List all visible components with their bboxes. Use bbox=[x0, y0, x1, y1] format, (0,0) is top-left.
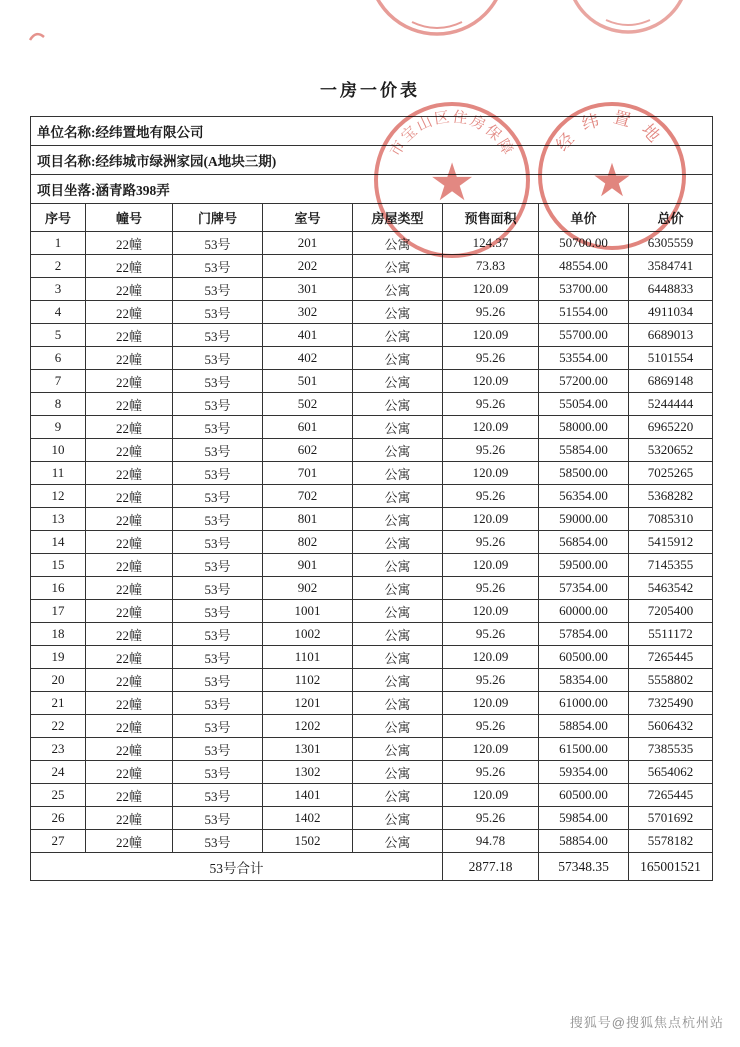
table-cell: 6869148 bbox=[629, 370, 713, 393]
table-cell: 57354.00 bbox=[539, 577, 629, 600]
table-cell: 公寓 bbox=[353, 324, 443, 347]
page-title: 一房一价表 bbox=[320, 81, 420, 100]
table-cell: 1202 bbox=[263, 715, 353, 738]
table-cell: 公寓 bbox=[353, 807, 443, 830]
table-cell: 公寓 bbox=[353, 554, 443, 577]
company-seal-text: 经纬置地 bbox=[552, 107, 672, 156]
project-location: 项目坐落:涵青路398弄 bbox=[31, 175, 713, 204]
table-cell: 95.26 bbox=[443, 623, 539, 646]
table-cell: 公寓 bbox=[353, 784, 443, 807]
table-cell: 120.09 bbox=[443, 324, 539, 347]
table-cell: 公寓 bbox=[353, 623, 443, 646]
table-cell: 22幢 bbox=[86, 715, 173, 738]
authority-seal-star-icon: ★ bbox=[428, 153, 476, 213]
table-cell: 22幢 bbox=[86, 278, 173, 301]
column-header: 总价 bbox=[629, 204, 713, 232]
table-row bbox=[31, 669, 713, 692]
table-cell: 53号 bbox=[173, 715, 263, 738]
table-cell: 53号 bbox=[173, 393, 263, 416]
table-cell: 26 bbox=[31, 807, 86, 830]
table-cell: 58000.00 bbox=[539, 416, 629, 439]
table-cell: 5368282 bbox=[629, 485, 713, 508]
table-cell: 22幢 bbox=[86, 255, 173, 278]
table-cell: 22幢 bbox=[86, 830, 173, 853]
table-cell: 6305559 bbox=[629, 232, 713, 255]
table-cell: 120.09 bbox=[443, 784, 539, 807]
table-cell: 8 bbox=[31, 393, 86, 416]
table-cell: 801 bbox=[263, 508, 353, 531]
price-table bbox=[30, 116, 713, 881]
table-cell: 7265445 bbox=[629, 646, 713, 669]
watermark: 搜狐号@搜狐焦点杭州站 bbox=[569, 1015, 724, 1030]
authority-seal-text: 市宝山区住房保障 bbox=[385, 107, 519, 160]
table-cell: 53号 bbox=[173, 738, 263, 761]
table-row bbox=[31, 370, 713, 393]
table-row bbox=[31, 784, 713, 807]
table-cell: 1201 bbox=[263, 692, 353, 715]
table-cell: 15 bbox=[31, 554, 86, 577]
table-row bbox=[31, 416, 713, 439]
table-cell: 5463542 bbox=[629, 577, 713, 600]
table-cell: 124.37 bbox=[443, 232, 539, 255]
table-cell: 120.09 bbox=[443, 646, 539, 669]
project-location-row bbox=[31, 175, 713, 204]
table-row bbox=[31, 531, 713, 554]
table-cell: 95.26 bbox=[443, 669, 539, 692]
table-cell: 1002 bbox=[263, 623, 353, 646]
table-cell: 302 bbox=[263, 301, 353, 324]
table-cell: 22幢 bbox=[86, 554, 173, 577]
table-cell: 53号 bbox=[173, 416, 263, 439]
table-row bbox=[31, 738, 713, 761]
table-cell: 4911034 bbox=[629, 301, 713, 324]
project-name: 项目名称:经纬城市绿洲家园(A地块三期) bbox=[31, 146, 713, 175]
table-cell: 53号 bbox=[173, 485, 263, 508]
column-header: 预售面积 bbox=[443, 204, 539, 232]
summary-total-price: 165001521 bbox=[629, 853, 713, 881]
table-cell: 7265445 bbox=[629, 784, 713, 807]
table-cell: 53号 bbox=[173, 232, 263, 255]
table-row bbox=[31, 508, 713, 531]
table-cell: 53号 bbox=[173, 807, 263, 830]
unit-name-row bbox=[31, 117, 713, 146]
table-cell: 53号 bbox=[173, 830, 263, 853]
table-cell: 5101554 bbox=[629, 347, 713, 370]
table-cell: 53号 bbox=[173, 531, 263, 554]
table-row bbox=[31, 554, 713, 577]
table-cell: 6689013 bbox=[629, 324, 713, 347]
table-cell: 5 bbox=[31, 324, 86, 347]
table-cell: 公寓 bbox=[353, 738, 443, 761]
table-cell: 22幢 bbox=[86, 531, 173, 554]
table-cell: 701 bbox=[263, 462, 353, 485]
table-cell: 22幢 bbox=[86, 738, 173, 761]
table-cell: 6965220 bbox=[629, 416, 713, 439]
table-cell: 1001 bbox=[263, 600, 353, 623]
table-row bbox=[31, 393, 713, 416]
table-cell: 73.83 bbox=[443, 255, 539, 278]
column-header: 序号 bbox=[31, 204, 86, 232]
table-cell: 120.09 bbox=[443, 600, 539, 623]
table-cell: 13 bbox=[31, 508, 86, 531]
table-cell: 120.09 bbox=[443, 508, 539, 531]
table-row bbox=[31, 347, 713, 370]
table-cell: 53号 bbox=[173, 347, 263, 370]
table-cell: 22幢 bbox=[86, 485, 173, 508]
table-cell: 1401 bbox=[263, 784, 353, 807]
table-cell: 1101 bbox=[263, 646, 353, 669]
table-cell: 16 bbox=[31, 577, 86, 600]
table-cell: 201 bbox=[263, 232, 353, 255]
company-seal-star-icon: ★ bbox=[591, 153, 633, 207]
table-cell: 1402 bbox=[263, 807, 353, 830]
table-cell: 6 bbox=[31, 347, 86, 370]
table-cell: 18 bbox=[31, 623, 86, 646]
table-cell: 7 bbox=[31, 370, 86, 393]
table-cell: 9 bbox=[31, 416, 86, 439]
table-cell: 公寓 bbox=[353, 278, 443, 301]
table-cell: 56354.00 bbox=[539, 485, 629, 508]
table-cell: 57854.00 bbox=[539, 623, 629, 646]
table-row bbox=[31, 577, 713, 600]
table-cell: 202 bbox=[263, 255, 353, 278]
table-cell: 22幢 bbox=[86, 301, 173, 324]
table-cell: 95.26 bbox=[443, 485, 539, 508]
summary-row bbox=[31, 853, 713, 881]
table-cell: 22幢 bbox=[86, 393, 173, 416]
table-cell: 3584741 bbox=[629, 255, 713, 278]
table-cell: 公寓 bbox=[353, 761, 443, 784]
table-cell: 57200.00 bbox=[539, 370, 629, 393]
summary-label: 53号合计 bbox=[31, 853, 443, 881]
table-cell: 59500.00 bbox=[539, 554, 629, 577]
table-row bbox=[31, 324, 713, 347]
table-row bbox=[31, 462, 713, 485]
table-cell: 53号 bbox=[173, 761, 263, 784]
table-cell: 22幢 bbox=[86, 347, 173, 370]
table-cell: 53号 bbox=[173, 669, 263, 692]
table-cell: 3 bbox=[31, 278, 86, 301]
table-cell: 7205400 bbox=[629, 600, 713, 623]
table-cell: 60000.00 bbox=[539, 600, 629, 623]
table-cell: 公寓 bbox=[353, 600, 443, 623]
table-cell: 95.26 bbox=[443, 347, 539, 370]
table-cell: 53号 bbox=[173, 784, 263, 807]
table-cell: 53700.00 bbox=[539, 278, 629, 301]
table-cell: 22幢 bbox=[86, 646, 173, 669]
table-cell: 53号 bbox=[173, 462, 263, 485]
table-cell: 53号 bbox=[173, 600, 263, 623]
table-cell: 53号 bbox=[173, 577, 263, 600]
table-cell: 公寓 bbox=[353, 347, 443, 370]
table-cell: 95.26 bbox=[443, 393, 539, 416]
table-row bbox=[31, 715, 713, 738]
table-cell: 602 bbox=[263, 439, 353, 462]
table-cell: 5558802 bbox=[629, 669, 713, 692]
table-cell: 22幢 bbox=[86, 416, 173, 439]
table-cell: 22幢 bbox=[86, 577, 173, 600]
table-cell: 4 bbox=[31, 301, 86, 324]
column-header: 单价 bbox=[539, 204, 629, 232]
table-cell: 22幢 bbox=[86, 462, 173, 485]
table-cell: 5244444 bbox=[629, 393, 713, 416]
table-cell: 401 bbox=[263, 324, 353, 347]
table-cell: 22幢 bbox=[86, 324, 173, 347]
table-cell: 公寓 bbox=[353, 692, 443, 715]
table-cell: 5654062 bbox=[629, 761, 713, 784]
table-cell: 公寓 bbox=[353, 715, 443, 738]
table-cell: 6448833 bbox=[629, 278, 713, 301]
table-cell: 120.09 bbox=[443, 462, 539, 485]
table-cell: 802 bbox=[263, 531, 353, 554]
table-cell: 1301 bbox=[263, 738, 353, 761]
table-cell: 120.09 bbox=[443, 370, 539, 393]
table-cell: 55054.00 bbox=[539, 393, 629, 416]
table-cell: 公寓 bbox=[353, 393, 443, 416]
table-row bbox=[31, 623, 713, 646]
table-cell: 22幢 bbox=[86, 508, 173, 531]
table-cell: 公寓 bbox=[353, 439, 443, 462]
table-cell: 22 bbox=[31, 715, 86, 738]
table-cell: 5606432 bbox=[629, 715, 713, 738]
table-cell: 27 bbox=[31, 830, 86, 853]
table-cell: 59354.00 bbox=[539, 761, 629, 784]
table-row bbox=[31, 301, 713, 324]
table-cell: 1102 bbox=[263, 669, 353, 692]
table-cell: 公寓 bbox=[353, 669, 443, 692]
table-cell: 5415912 bbox=[629, 531, 713, 554]
table-cell: 53号 bbox=[173, 623, 263, 646]
table-cell: 901 bbox=[263, 554, 353, 577]
table-cell: 59854.00 bbox=[539, 807, 629, 830]
table-cell: 公寓 bbox=[353, 646, 443, 669]
table-cell: 53号 bbox=[173, 692, 263, 715]
table-cell: 12 bbox=[31, 485, 86, 508]
table-cell: 53号 bbox=[173, 646, 263, 669]
table-cell: 58354.00 bbox=[539, 669, 629, 692]
summary-unit-price: 57348.35 bbox=[539, 853, 629, 881]
table-cell: 61500.00 bbox=[539, 738, 629, 761]
table-row bbox=[31, 485, 713, 508]
table-cell: 51554.00 bbox=[539, 301, 629, 324]
table-row bbox=[31, 761, 713, 784]
column-header: 室号 bbox=[263, 204, 353, 232]
table-cell: 公寓 bbox=[353, 830, 443, 853]
table-cell: 公寓 bbox=[353, 232, 443, 255]
table-cell: 1502 bbox=[263, 830, 353, 853]
table-cell: 7385535 bbox=[629, 738, 713, 761]
table-cell: 48554.00 bbox=[539, 255, 629, 278]
table-row bbox=[31, 692, 713, 715]
table-row bbox=[31, 439, 713, 462]
table-row bbox=[31, 646, 713, 669]
table-cell: 95.26 bbox=[443, 807, 539, 830]
table-row bbox=[31, 830, 713, 853]
table-cell: 7025265 bbox=[629, 462, 713, 485]
table-cell: 2 bbox=[31, 255, 86, 278]
table-cell: 61000.00 bbox=[539, 692, 629, 715]
table-cell: 公寓 bbox=[353, 485, 443, 508]
price-table-body bbox=[31, 117, 713, 881]
table-cell: 53号 bbox=[173, 370, 263, 393]
table-cell: 53号 bbox=[173, 439, 263, 462]
table-cell: 58854.00 bbox=[539, 830, 629, 853]
summary-area: 2877.18 bbox=[443, 853, 539, 881]
table-cell: 55700.00 bbox=[539, 324, 629, 347]
table-cell: 17 bbox=[31, 600, 86, 623]
table-cell: 53号 bbox=[173, 278, 263, 301]
table-cell: 5320652 bbox=[629, 439, 713, 462]
table-cell: 95.26 bbox=[443, 531, 539, 554]
table-cell: 902 bbox=[263, 577, 353, 600]
table-cell: 402 bbox=[263, 347, 353, 370]
table-cell: 5578182 bbox=[629, 830, 713, 853]
table-row bbox=[31, 278, 713, 301]
table-cell: 53号 bbox=[173, 324, 263, 347]
table-cell: 公寓 bbox=[353, 531, 443, 554]
table-cell: 702 bbox=[263, 485, 353, 508]
table-cell: 120.09 bbox=[443, 554, 539, 577]
table-cell: 60500.00 bbox=[539, 784, 629, 807]
table-cell: 120.09 bbox=[443, 278, 539, 301]
table-cell: 58854.00 bbox=[539, 715, 629, 738]
table-cell: 22幢 bbox=[86, 761, 173, 784]
table-cell: 19 bbox=[31, 646, 86, 669]
table-cell: 301 bbox=[263, 278, 353, 301]
table-cell: 公寓 bbox=[353, 577, 443, 600]
table-cell: 53号 bbox=[173, 255, 263, 278]
table-cell: 22幢 bbox=[86, 669, 173, 692]
project-name-row bbox=[31, 146, 713, 175]
table-cell: 22幢 bbox=[86, 370, 173, 393]
table-row bbox=[31, 255, 713, 278]
table-cell: 22幢 bbox=[86, 623, 173, 646]
table-cell: 601 bbox=[263, 416, 353, 439]
table-cell: 53号 bbox=[173, 554, 263, 577]
table-cell: 7325490 bbox=[629, 692, 713, 715]
table-cell: 公寓 bbox=[353, 370, 443, 393]
table-cell: 55854.00 bbox=[539, 439, 629, 462]
column-header: 房屋类型 bbox=[353, 204, 443, 232]
table-cell: 120.09 bbox=[443, 416, 539, 439]
table-cell: 95.26 bbox=[443, 439, 539, 462]
table-cell: 10 bbox=[31, 439, 86, 462]
table-cell: 94.78 bbox=[443, 830, 539, 853]
table-cell: 1302 bbox=[263, 761, 353, 784]
unit-name: 单位名称:经纬置地有限公司 bbox=[31, 117, 713, 146]
table-cell: 22幢 bbox=[86, 439, 173, 462]
table-cell: 21 bbox=[31, 692, 86, 715]
table-cell: 53554.00 bbox=[539, 347, 629, 370]
table-cell: 501 bbox=[263, 370, 353, 393]
table-cell: 23 bbox=[31, 738, 86, 761]
table-cell: 22幢 bbox=[86, 807, 173, 830]
table-cell: 公寓 bbox=[353, 416, 443, 439]
table-row bbox=[31, 807, 713, 830]
table-cell: 22幢 bbox=[86, 232, 173, 255]
table-cell: 1 bbox=[31, 232, 86, 255]
table-cell: 95.26 bbox=[443, 301, 539, 324]
table-cell: 58500.00 bbox=[539, 462, 629, 485]
table-cell: 53号 bbox=[173, 301, 263, 324]
table-cell: 24 bbox=[31, 761, 86, 784]
table-cell: 14 bbox=[31, 531, 86, 554]
table-cell: 公寓 bbox=[353, 462, 443, 485]
table-cell: 95.26 bbox=[443, 761, 539, 784]
table-cell: 60500.00 bbox=[539, 646, 629, 669]
table-cell: 25 bbox=[31, 784, 86, 807]
table-cell: 5701692 bbox=[629, 807, 713, 830]
column-header: 幢号 bbox=[86, 204, 173, 232]
table-cell: 502 bbox=[263, 393, 353, 416]
table-cell: 7145355 bbox=[629, 554, 713, 577]
table-cell: 56854.00 bbox=[539, 531, 629, 554]
table-cell: 95.26 bbox=[443, 715, 539, 738]
table-cell: 22幢 bbox=[86, 692, 173, 715]
table-cell: 7085310 bbox=[629, 508, 713, 531]
table-cell: 20 bbox=[31, 669, 86, 692]
table-row bbox=[31, 600, 713, 623]
table-cell: 50700.00 bbox=[539, 232, 629, 255]
table-cell: 22幢 bbox=[86, 600, 173, 623]
table-cell: 5511172 bbox=[629, 623, 713, 646]
table-cell: 公寓 bbox=[353, 301, 443, 324]
column-header: 门牌号 bbox=[173, 204, 263, 232]
table-cell: 11 bbox=[31, 462, 86, 485]
table-cell: 59000.00 bbox=[539, 508, 629, 531]
table-cell: 95.26 bbox=[443, 577, 539, 600]
table-header-row bbox=[31, 204, 713, 232]
table-cell: 公寓 bbox=[353, 508, 443, 531]
table-cell: 120.09 bbox=[443, 738, 539, 761]
table-cell: 53号 bbox=[173, 508, 263, 531]
table-cell: 120.09 bbox=[443, 692, 539, 715]
table-cell: 22幢 bbox=[86, 784, 173, 807]
table-row bbox=[31, 232, 713, 255]
table-cell: 公寓 bbox=[353, 255, 443, 278]
